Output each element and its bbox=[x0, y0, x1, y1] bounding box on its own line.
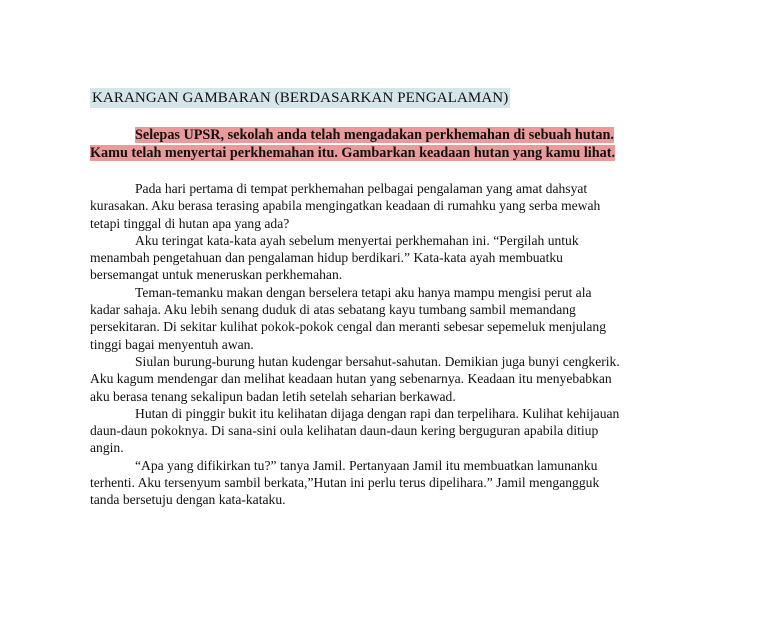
essay-paragraph bbox=[90, 232, 690, 284]
essay-paragraph bbox=[90, 284, 690, 353]
prompt-highlight: Kamu telah menyertai perkhemahan itu. Gambarkan keadaan hutan yang kamu lihat. bbox=[90, 145, 616, 161]
essay-line: bersemangat untuk meneruskan perkhemahan. bbox=[90, 267, 343, 283]
essay-line: tinggi bagai menyentuh awan. bbox=[90, 336, 254, 352]
essay-line: terhenti. Aku tersenyum sambil berkata,”Hutan ini perlu terus dipelihara.” Jamil mengangguk bbox=[90, 475, 600, 491]
essay-line: kurasakan. Aku berasa terasing apabila mengingatkan keadaan di rumahku yang serba mewah bbox=[90, 198, 601, 214]
essay-line: menambah pengetahuan dan pengalaman hidup berdikari.” Kata-kata ayah membuatku bbox=[90, 250, 563, 266]
essay-body bbox=[90, 180, 690, 509]
prompt-highlight: Selepas UPSR, sekolah anda telah mengadakan perkhemahan di sebuah hutan. bbox=[135, 127, 614, 143]
essay-paragraph bbox=[90, 405, 690, 457]
essay-line: kadar sahaja. Aku lebih senang duduk di atas sebatang kayu tumbang sambil memandang bbox=[90, 302, 576, 318]
essay-line: daun-daun pokoknya. Di sana-sini oula kelihatan daun-daun kering berguguran apabila ditiup bbox=[90, 423, 599, 439]
essay-line: angin. bbox=[90, 440, 124, 456]
essay-line: Pada hari pertama di tempat perkhemahan pelbagai pengalaman yang amat dahsyat bbox=[135, 181, 588, 196]
essay-prompt bbox=[90, 126, 660, 162]
essay-line: Teman-temanku makan dengan berselera tetapi aku hanya mampu mengisi perut ala bbox=[135, 284, 592, 300]
prompt-line bbox=[90, 144, 660, 162]
essay-line: Aku teringat kata-kata ayah sebelum menyertai perkhemahan ini. “Pergilah untuk bbox=[135, 232, 579, 248]
essay-line: “Apa yang difikirkan tu?” tanya Jamil. Pertanyaan Jamil itu membuatkan lamunanku bbox=[135, 457, 598, 473]
essay-paragraph bbox=[90, 353, 690, 405]
essay-line: Siulan burung-burung hutan kudengar bersahut-sahutan. Demikian juga bunyi cengkerik. bbox=[135, 353, 620, 369]
essay-line: aku berasa tenang sekalipun badan letih setelah seharian berkawad. bbox=[90, 388, 456, 404]
essay-line: Aku kagum mendengar dan melihat keadaan hutan yang sebenarnya. Keadaan itu menyebabkan bbox=[90, 371, 612, 387]
essay-paragraph bbox=[90, 457, 690, 509]
essay-line: Hutan di pinggir bukit itu kelihatan dijaga dengan rapi dan terpelihara. Kulihat kehijauan bbox=[135, 405, 620, 421]
prompt-line bbox=[90, 126, 660, 144]
document-title: KARANGAN GAMBARAN (BERDASARKAN PENGALAMAN) bbox=[92, 90, 509, 106]
essay-paragraph bbox=[90, 180, 690, 232]
essay-line: persekitaran. Di sekitar kulihat pokok-pokok cengal dan meranti sebesar sepemeluk menjulang bbox=[90, 319, 607, 335]
essay-line: tetapi tinggal di hutan apa yang ada? bbox=[90, 215, 290, 231]
essay-line: tanda bersetuju dengan kata-kataku. bbox=[90, 492, 286, 508]
